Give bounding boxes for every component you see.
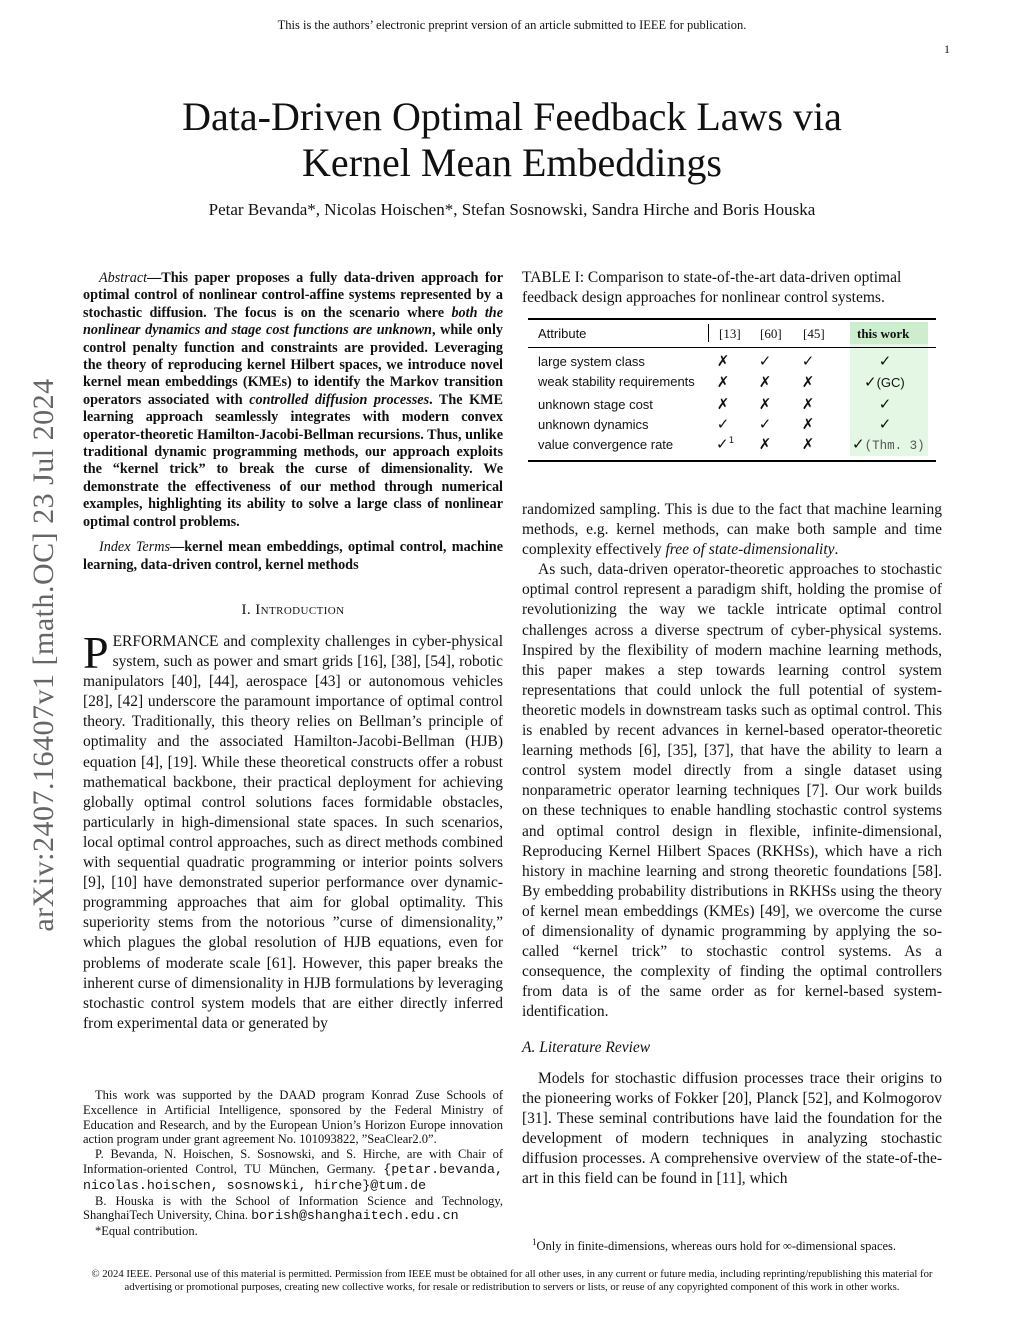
intro-paragraph-1 — [83, 627, 503, 1034]
affiliation-footnotes — [83, 1088, 503, 1239]
check-mark: ✓ — [852, 435, 865, 453]
abstract-emphasis-1: both the nonlinear dynamics and stage cost functions are unknown — [83, 304, 503, 339]
row-attribute: unknown stage cost — [538, 397, 653, 412]
paper-title — [0, 94, 1024, 186]
intro-cont-text-1: randomized sampling. This is due to the fact that machine learning methods, e.g. kernel methods, can make both sample and time complexity effectively — [522, 501, 942, 559]
subsection-heading-literature-review: A. Literature Review — [522, 1039, 651, 1057]
row-cell-ref-60: ✓ — [758, 352, 772, 370]
row-cell-ref-13: ✗ — [716, 373, 730, 391]
row-cell-ref-13: ✗ — [716, 352, 730, 370]
abstract-text-3: . The KME learning approach seamlessly integrates with modern convex operator-theoretic Hamilton-Jacobi-Bellman recursions. Thus, unlike traditional dynamic programming methods, our approach exploits the “kernel trick” to break the curse of dimensionality. We demonstrate the effectiveness of our method through numerical examples, highlighting its ability to solve a large class of nonlinear optimal control problems. — [83, 391, 503, 530]
abstract-emphasis-2: controlled diffusion processes — [249, 391, 430, 408]
row-cell-ref-13: ✓ — [716, 415, 730, 433]
table-top-rule — [528, 318, 936, 320]
row-cell-ref-13: ✗ — [716, 395, 730, 413]
intro-cont-text-2: . — [834, 541, 839, 559]
table-caption: TABLE I: Comparison to state-of-the-art data-driven optimal feedback design approaches for nonlinear control systems. — [522, 269, 902, 306]
affiliation-text-tum: P. Bevanda, N. Hoischen, S. Sosnowski, and S. Hirche, are with Chair of Information-oriented Control, TU München, Germany. — [83, 1147, 503, 1176]
funding-footnote: This work was supported by the DAAD program Konrad Zuse Schools of Excellence in Artificial Intelligence, sponsored by the Federal Ministry of Education and Research, and by the European Union’s Horizon Europe innovation action program under grant agreement No. 101093822, ”SeaClear2.0”. — [83, 1088, 503, 1147]
row-cell-this-work — [852, 435, 925, 453]
row-cell-ref-45: ✓ — [801, 352, 815, 370]
arxiv-sidebar — [18, 345, 70, 965]
arxiv-id: arXiv:2407.16407v1 [math.OC] 23 Jul 2024 — [27, 378, 60, 932]
email-list-tum[interactable]: {petar.bevanda, nicolas.hoischen, sosnowski, hirche}@tum.de — [83, 1161, 503, 1193]
table-footnote-text: Only in finite-dimensions, whereas ours hold for ∞-dimensional spaces. — [536, 1239, 897, 1254]
title-line-2: Kernel Mean Embeddings — [302, 140, 722, 185]
intro-first-word: ERFORMANCE — [112, 633, 219, 650]
table-header-separator — [708, 324, 709, 342]
index-terms-text: —kernel mean embeddings, optimal control, machine learning, data-driven control, kernel methods — [83, 539, 503, 573]
email-shanghaitech[interactable]: borish@shanghaitech.edu.cn — [251, 1208, 459, 1224]
row-cell-ref-45: ✗ — [801, 373, 815, 391]
header-this-work: this work — [857, 326, 910, 341]
affiliation-footnote-shanghaitech — [83, 1194, 503, 1225]
row-cell-ref-45: ✗ — [801, 395, 815, 413]
table-mid-rule — [528, 347, 936, 348]
check-mark: ✓ — [716, 435, 729, 453]
this-work-note-gc: (GC) — [876, 375, 905, 390]
affiliation-footnote-tum — [83, 1147, 503, 1193]
row-cell-ref-13 — [716, 435, 734, 453]
literature-review-paragraph: Models for stochastic diffusion processes trace their origins to the pioneering works of Fokker [20], Planck [52], and Kolmogorov [31]. These seminal contributions have laid the foundation for the development of modern techniques in analyzing stochastic diffusion processes. A comprehensive overview of the state-of-the-art in this field can be found in [11], which — [522, 1069, 942, 1187]
header-ref-13: [13] — [719, 326, 741, 341]
intro-cont-emphasis: free of state-dimensionality — [665, 541, 835, 559]
this-work-note-theorem: (Thm. 3) — [864, 439, 925, 453]
section-heading-introduction: I. Introduction — [241, 601, 345, 618]
title-line-1: Data-Driven Optimal Feedback Laws via — [182, 94, 842, 139]
row-cell-this-work: ✓ — [878, 395, 892, 413]
header-attribute: Attribute — [538, 326, 587, 341]
drop-cap: P — [83, 627, 109, 678]
row-cell-ref-45: ✗ — [801, 435, 815, 453]
abstract — [83, 270, 503, 531]
row-cell-ref-60: ✗ — [758, 435, 772, 453]
preprint-note: This is the authors’ electronic preprint version of an article submitted to IEEE for publication. — [277, 18, 747, 32]
abstract-text-2: , while only control penalty function and constraints are provided. Leveraging the theory of reproducing kernel Hilbert spaces, we introduce novel kernel mean embeddings (KMEs) to identify the Markov transition operators associated with — [83, 322, 503, 408]
index-terms — [83, 539, 503, 574]
header-ref-60: [60] — [760, 326, 782, 341]
table-footnote-mark: 1 — [728, 436, 735, 446]
equal-contribution-note: *Equal contribution. — [95, 1224, 198, 1239]
right-column — [522, 500, 942, 1189]
abstract-label: Abstract — [99, 270, 148, 286]
comparison-table — [528, 318, 936, 464]
row-attribute: unknown dynamics — [538, 417, 649, 432]
row-cell-this-work: ✓ — [878, 415, 892, 433]
affiliation-text-shanghaitech: B. Houska is with the School of Information Science and Technology, ShanghaiTech University, China. — [83, 1193, 503, 1223]
table-footnote-number: 1 — [532, 1237, 537, 1247]
row-cell-ref-60: ✓ — [758, 415, 772, 433]
left-column — [83, 270, 503, 1034]
intro-paragraph-2: As such, data-driven operator-theoretic approaches to stochastic optimal control represent a paradigm shift, holding the promise of revolutionizing the way we tackle intricate optimal control challenges across a diverse spectrum of cyber-physical systems. Inspired by the flexibility of modern machine learning methods, this paper makes a step towards learning control system representations that could unlock the full potential of system-theoretic models in downstream tasks such as optimal control. This is enabled by recent advances in kernel-based operator-theoretic learning methods [6], [35], [37], that have the ability to learn a control system model directly from a single dataset using nonparametric operator learning techniques [7]. Our work builds on these techniques to enable handling stochastic control systems and optimal control design in flexible, infinite-dimensional, Reproducing Kernel Hilbert Spaces (RKHSs), which have a rich history in machine learning and strong theoretic foundations [58]. By embedding probability distributions in RKHSs using the theory of kernel mean embeddings (KMEs) [49], we overcome the curse of dimensionality of dynamic programming by applying the so-called “kernel trick” to stochastic control systems. As a consequence, the complexity of finding the optimal controllers from data is of the same order as for kernel-based system-identification. — [522, 561, 942, 1021]
intro-text-1: and complexity challenges in cyber-physical system, such as power and smart grids [16], [38], [54], robotic manipulators [40], [44], aerospace [43] or autonomous vehicles [28], [42] underscore the paramount importance of optimal control theory. Traditionally, this theory relies on Bellman’s principle of optimality and the associated Hamilton-Jacobi-Bellman (HJB) equation [4], [19]. While these theoretical constructs offer a robust mathematical backbone, their practical deployment for achieving globally optimal control solutions faces formidable obstacles, particularly in high-dimensional state spaces. In such scenarios, local optimal control approaches, such as direct methods combined with sequential quadratic programming or interior points solvers [9], [10] have demonstrated superior performance over dynamic-programming approaches that aim for global optimality. This superiority stems from the notorious ”curse of dimensionality,” which plagues the global resolution of HJB equations, even for problems of moderate scale [61]. However, this paper breaks the inherent curse of dimensionality in HJB formulations by leveraging stochastic control system models that are either directly inferred from experimental data or generated by — [83, 633, 503, 1032]
table-footnote — [532, 1237, 952, 1254]
row-attribute: large system class — [538, 354, 645, 369]
row-cell-this-work — [864, 373, 905, 391]
row-cell-ref-45: ✗ — [801, 415, 815, 433]
row-cell-this-work: ✓ — [878, 352, 892, 370]
intro-paragraph-1-continued — [522, 500, 942, 560]
author-list: Petar Bevanda*, Nicolas Hoischen*, Stefan Sosnowski, Sandra Hirche and Boris Houska — [208, 200, 816, 219]
page-number: 1 — [944, 42, 950, 56]
row-attribute: weak stability requirements — [538, 374, 695, 389]
row-cell-ref-60: ✗ — [758, 395, 772, 413]
row-attribute: value convergence rate — [538, 437, 674, 452]
table-bottom-rule — [528, 460, 936, 462]
check-mark: ✓ — [864, 373, 877, 391]
copyright-notice: © 2024 IEEE. Personal use of this material is permitted. Permission from IEEE must be obtained for all other uses, in any current or future media, including reprinting/republishing this material for advertising or promotional purposes, creating new collective works, for resale or redistribution to servers or lists, or reuse of any copyrighted component of this work in other works. — [91, 1268, 933, 1294]
row-cell-ref-60: ✗ — [758, 373, 772, 391]
header-ref-45: [45] — [803, 326, 825, 341]
abstract-text-1: —This paper proposes a fully data-driven approach for optimal control of nonlinear control-affine systems represented by a stochastic diffusion. The focus is on the scenario where — [83, 270, 503, 321]
index-terms-label: Index Terms — [99, 539, 171, 556]
